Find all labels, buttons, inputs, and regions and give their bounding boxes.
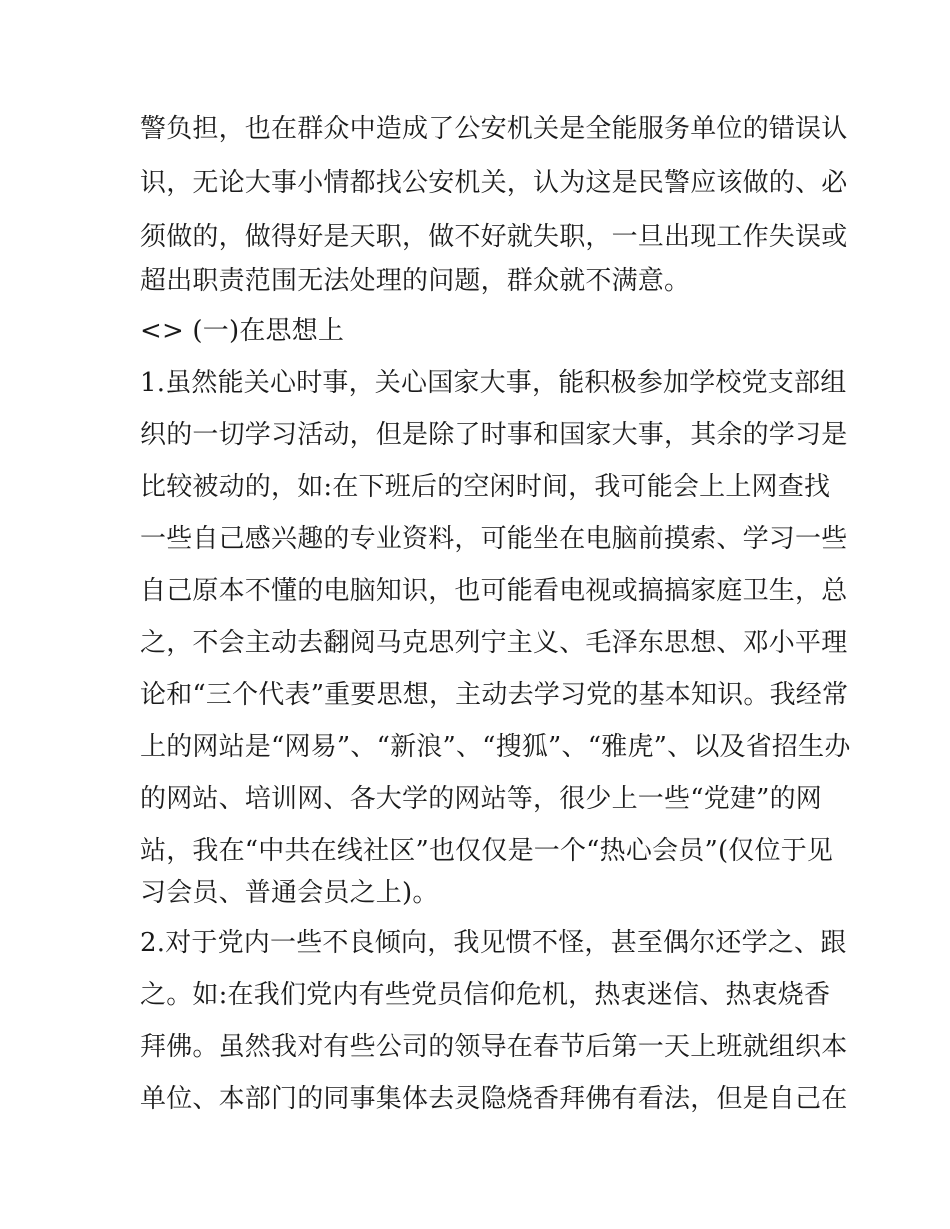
text-line: 论和“三个代表”重要思想，主动去学习党的基本知识。我经常 <box>140 680 849 710</box>
text-line: 一些自己感兴趣的专业资料，可能坐在电脑前摸索、学习一些 <box>140 524 848 554</box>
section-heading: <> (一)在思想上 <box>140 316 345 346</box>
text-line: 警负担，也在群众中造成了公安机关是全能服务单位的错误认 <box>140 114 848 144</box>
text-line: 之，不会主动去翻阅马克思列宁主义、毛泽东思想、邓小平理 <box>140 628 848 658</box>
text-line: 自己原本不懂的电脑知识，也可能看电视或搞搞家庭卫生，总 <box>140 576 848 606</box>
text-line: 超出职责范围无法处理的问题，群众就不满意。 <box>140 266 691 296</box>
text-line: 1.虽然能关心时事，关心国家大事，能积极参加学校党支部组 <box>140 368 847 398</box>
text-line: 上的网站是“网易”、“新浪”、“搜狐”、“雅虎”、以及省招生办 <box>140 732 851 762</box>
text-line: 比较被动的，如:在下班后的空闲时间，我可能会上上网查找 <box>140 472 831 502</box>
text-line: 拜佛。虽然我对有些公司的领导在春节后第一天上班就组织本 <box>140 1032 848 1062</box>
text-line: 织的一切学习活动，但是除了时事和国家大事，其余的学习是 <box>140 420 848 450</box>
text-line: 之。如:在我们党内有些党员信仰危机，热衷迷信、热衷烧香 <box>140 980 831 1010</box>
text-line: 习会员、普通会员之上)。 <box>140 878 439 908</box>
text-line: 识，无论大事小情都找公安机关，认为这是民警应该做的、必 <box>140 168 848 198</box>
text-line: 须做的，做得好是天职，做不好就失职，一旦出现工作失误或 <box>140 222 848 252</box>
text-line: 单位、本部门的同事集体去灵隐烧香拜佛有看法，但是自己在 <box>140 1084 848 1114</box>
text-line: 2.对于党内一些不良倾向，我见惯不怪，甚至偶尔还学之、跟 <box>140 928 847 958</box>
text-line: 的网站、培训网、各大学的网站等，很少上一些“党建”的网 <box>140 784 822 814</box>
text-line: 站，我在“中共在线社区”也仅仅是一个“热心会员”(仅位于见 <box>140 836 834 866</box>
